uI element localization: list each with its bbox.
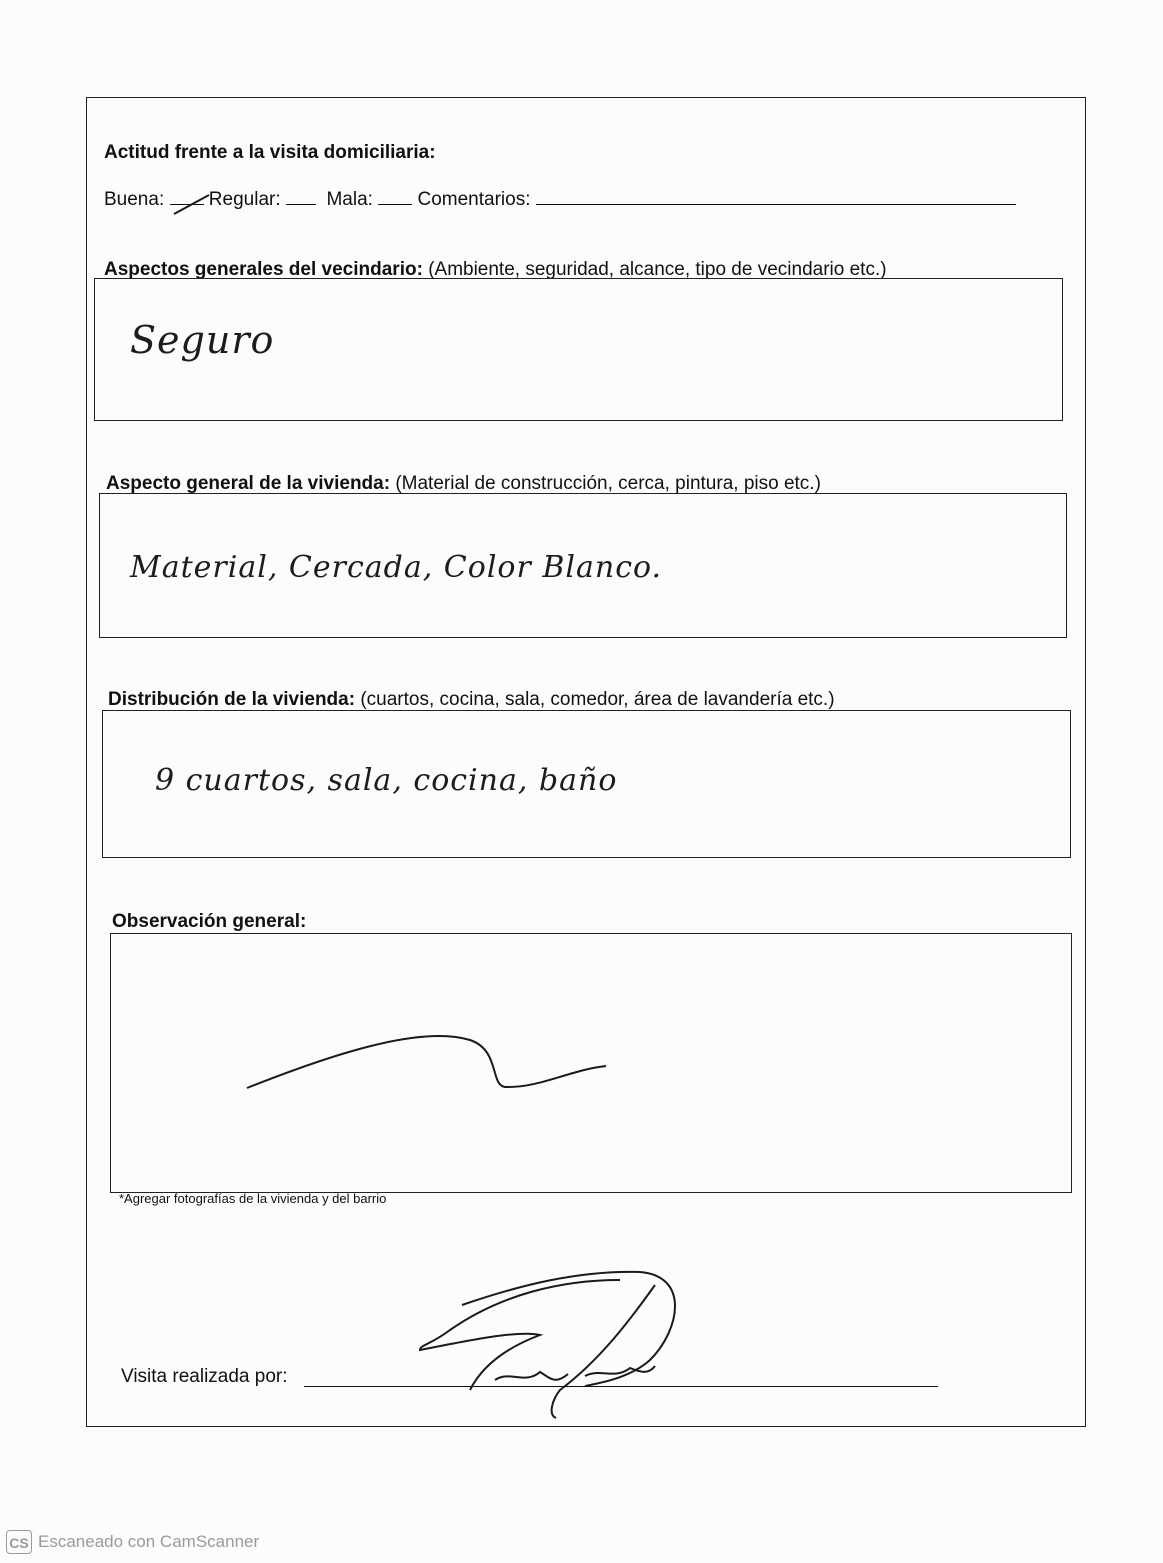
distribution-heading: Distribución de la vivienda: (cuartos, cocina, sala, comedor, área de lavandería etc.) [108,689,835,710]
visit-label: Visita realizada por: [121,1366,288,1387]
attitude-heading: Actitud frente a la visita domiciliaria: [104,142,436,163]
housing-heading: Aspecto general de la vivienda: (Material de construcción, cerca, pintura, piso etc.) [106,473,821,494]
camscanner-footer [6,1530,259,1554]
regular-label: Regular: [208,189,281,210]
checkmark-icon [174,195,209,214]
camscanner-logo-icon: CS [6,1530,32,1554]
distribution-answer: 9 cuartos, sala, cocina, baño [155,763,618,798]
observation-heading: Observación general: [112,911,307,932]
housing-hint: (Material de construcción, cerca, pintura, piso etc.) [395,473,821,494]
bad-label: Mala: [326,189,373,210]
neighborhood-heading: Aspectos generales del vecindario: (Ambiente, seguridad, alcance, tipo de vecindario etc.) [104,259,887,280]
housing-answer: Material, Cercada, Color Blanco. [130,550,663,585]
neighborhood-hint: (Ambiente, seguridad, alcance, tipo de vecindario etc.) [428,259,887,280]
neighborhood-answer: Seguro [130,318,275,362]
distribution-hint: (cuartos, cocina, sala, comedor, área de lavandería etc.) [360,689,835,710]
photos-note: *Agregar fotografías de la vivienda y del barrio [119,1191,387,1206]
observation-strike-icon [247,1036,606,1088]
signature-icon [420,1272,675,1418]
camscanner-text: Escaneado con CamScanner [38,1532,260,1551]
good-label: Buena: [104,189,165,210]
comments-label: Comentarios: [417,189,531,210]
